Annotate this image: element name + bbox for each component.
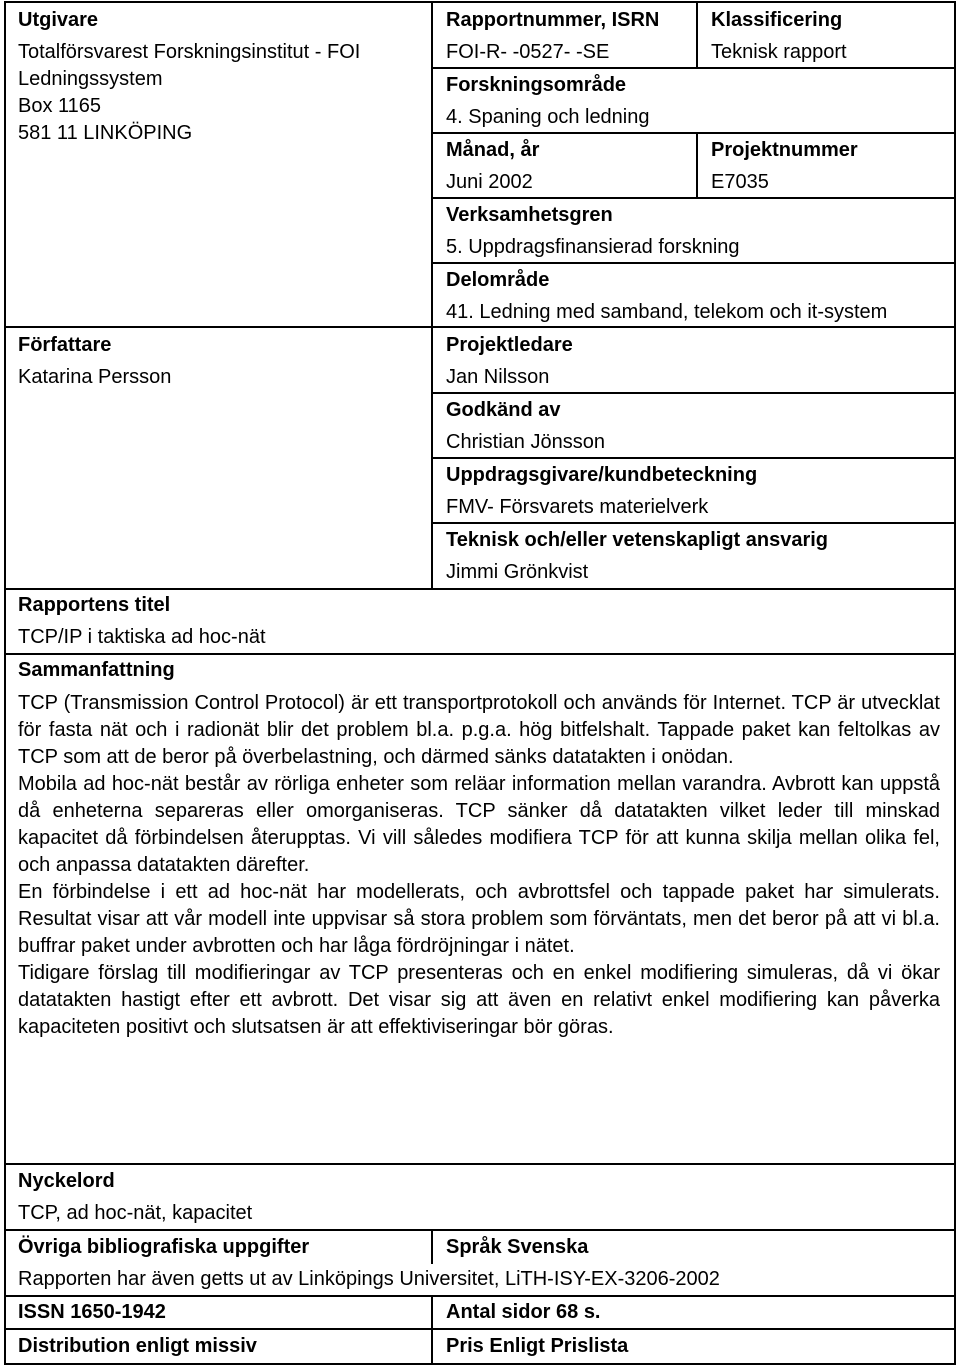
summary-body (18, 690, 940, 1041)
project-leader-value: Jan Nilsson (446, 366, 550, 388)
authors-label: Författare (18, 334, 112, 356)
business-branch-label: Verksamhetsgren (446, 204, 613, 226)
border-left (4, 1, 6, 1365)
divider-report-title (4, 588, 956, 590)
keywords-label: Nyckelord (18, 1170, 115, 1192)
subarea-label: Delområde (446, 269, 550, 291)
divider-distribution (4, 1328, 956, 1330)
classification-label: Klassificering (711, 9, 843, 31)
divider-client (431, 522, 956, 524)
summary-paragraph: TCP (Transmission Control Protocol) är ett transportprotokoll och används för Internet. TCP är utvecklat för fasta nät och i radionät blir det problem bl.a. p.g.a. hög bitfelshalt. Tappade paket kan feltolkas av TCP som att de beror på överbelastning, och därmed sänks datatakten i onödan. (18, 692, 940, 768)
divider-classification (696, 1, 698, 69)
keywords-value: TCP, ad hoc-nät, kapacitet (18, 1202, 253, 1224)
divider-language (431, 1229, 433, 1264)
divider-approved (431, 457, 956, 459)
summary-paragraph: Tidigare förslag till modifieringar av TCP presenteras och en enkel modifiering simuleras, då vi ökar datatakten hastigt efter ett avbrott. Det visar sig att även en relativt enkel modifiering kan påverka kapaciteten positivt och slutsatsen är att effektiviseringar bör göras. (18, 962, 940, 1038)
divider-research-area (431, 132, 956, 134)
summary-paragraph: En förbindelse i ett ad hoc-nät har modellerats, och avbrottsfel och tappade paket har simulerats. Resultat visar att vår modell inte uppvisar så stora problem som förväntats, men det beror på att vi bl.a. buffrar paket under avbrotten och har låga fördröjningar i nätet. (18, 881, 940, 957)
classification-value: Teknisk rapport (711, 41, 847, 63)
divider-project-number (696, 132, 698, 198)
client-value: FMV- Försvarets materielverk (446, 496, 709, 518)
divider-isrn (431, 67, 956, 69)
summary-paragraph: Mobila ad hoc-nät består av rörliga enheter som reläar information mellan varandra. Avbrott kan uppstå då enheterna separeras eller omorganiseras. TCP sänker då datatakten vilket leder till minskad kapacitet då förbindelsen återupptas. Vi vill således modifiera TCP för att kunna skilja mellan olika fel, och anpassa datatakten därefter. (18, 773, 940, 876)
report-number-label: Rapportnummer, ISRN (446, 9, 660, 31)
border-bottom (4, 1363, 956, 1365)
divider-issn (4, 1295, 956, 1297)
issuer-label: Utgivare (18, 9, 99, 31)
divider-keywords (4, 1163, 956, 1165)
issuer-line-2: Ledningssystem (18, 68, 163, 90)
other-bibliographic-value: Rapporten har även getts ut av Linköpings Universitet, LiTH-ISY-EX-3206-2002 (18, 1268, 720, 1290)
pages-label: Antal sidor 68 s. (446, 1301, 601, 1323)
month-year-value: Juni 2002 (446, 171, 533, 193)
border-right (954, 1, 956, 1365)
divider-authors (4, 326, 956, 328)
business-branch-value: 5. Uppdragsfinansierad forskning (446, 236, 740, 258)
research-area-value: 4. Spaning och ledning (446, 106, 650, 128)
report-title-value: TCP/IP i taktiska ad hoc-nät (18, 626, 266, 648)
client-label: Uppdragsgivare/kundbeteckning (446, 464, 758, 486)
language-label: Språk Svenska (446, 1236, 589, 1258)
issuer-line-4: 581 11 LINKÖPING (18, 122, 193, 144)
divider-main-vertical (431, 1, 433, 327)
issuer-line-3: Box 1165 (18, 95, 102, 117)
other-bibliographic-label: Övriga bibliografiska uppgifter (18, 1236, 310, 1258)
divider-month (431, 197, 956, 199)
technical-responsible-value: Jimmi Grönkvist (446, 561, 589, 583)
price-label: Pris Enligt Prislista (446, 1335, 629, 1357)
project-number-value: E7035 (711, 171, 769, 193)
distribution-label: Distribution enligt missiv (18, 1335, 257, 1357)
report-number-value: FOI-R- -0527- -SE (446, 41, 610, 63)
month-year-label: Månad, år (446, 139, 540, 161)
divider-summary (4, 653, 956, 655)
report-title-label: Rapportens titel (18, 594, 171, 616)
border-top (4, 1, 956, 3)
divider-pages (431, 1295, 433, 1365)
research-area-label: Forskningsområde (446, 74, 627, 96)
approved-by-label: Godkänd av (446, 399, 561, 421)
divider-projectleader (431, 392, 956, 394)
divider-business-branch (431, 262, 956, 264)
technical-responsible-label: Teknisk och/eller vetenskapligt ansvarig (446, 529, 829, 551)
divider-other (4, 1229, 956, 1231)
summary-label: Sammanfattning (18, 659, 175, 681)
approved-by-value: Christian Jönsson (446, 431, 605, 453)
authors-value: Katarina Persson (18, 366, 172, 388)
issuer-line-1: Totalförsvarest Forskningsinstitut - FOI (18, 41, 361, 63)
subarea-value: 41. Ledning med samband, telekom och it-system (446, 301, 888, 323)
issn-label: ISSN 1650-1942 (18, 1301, 166, 1323)
project-number-label: Projektnummer (711, 139, 858, 161)
project-leader-label: Projektledare (446, 334, 573, 356)
